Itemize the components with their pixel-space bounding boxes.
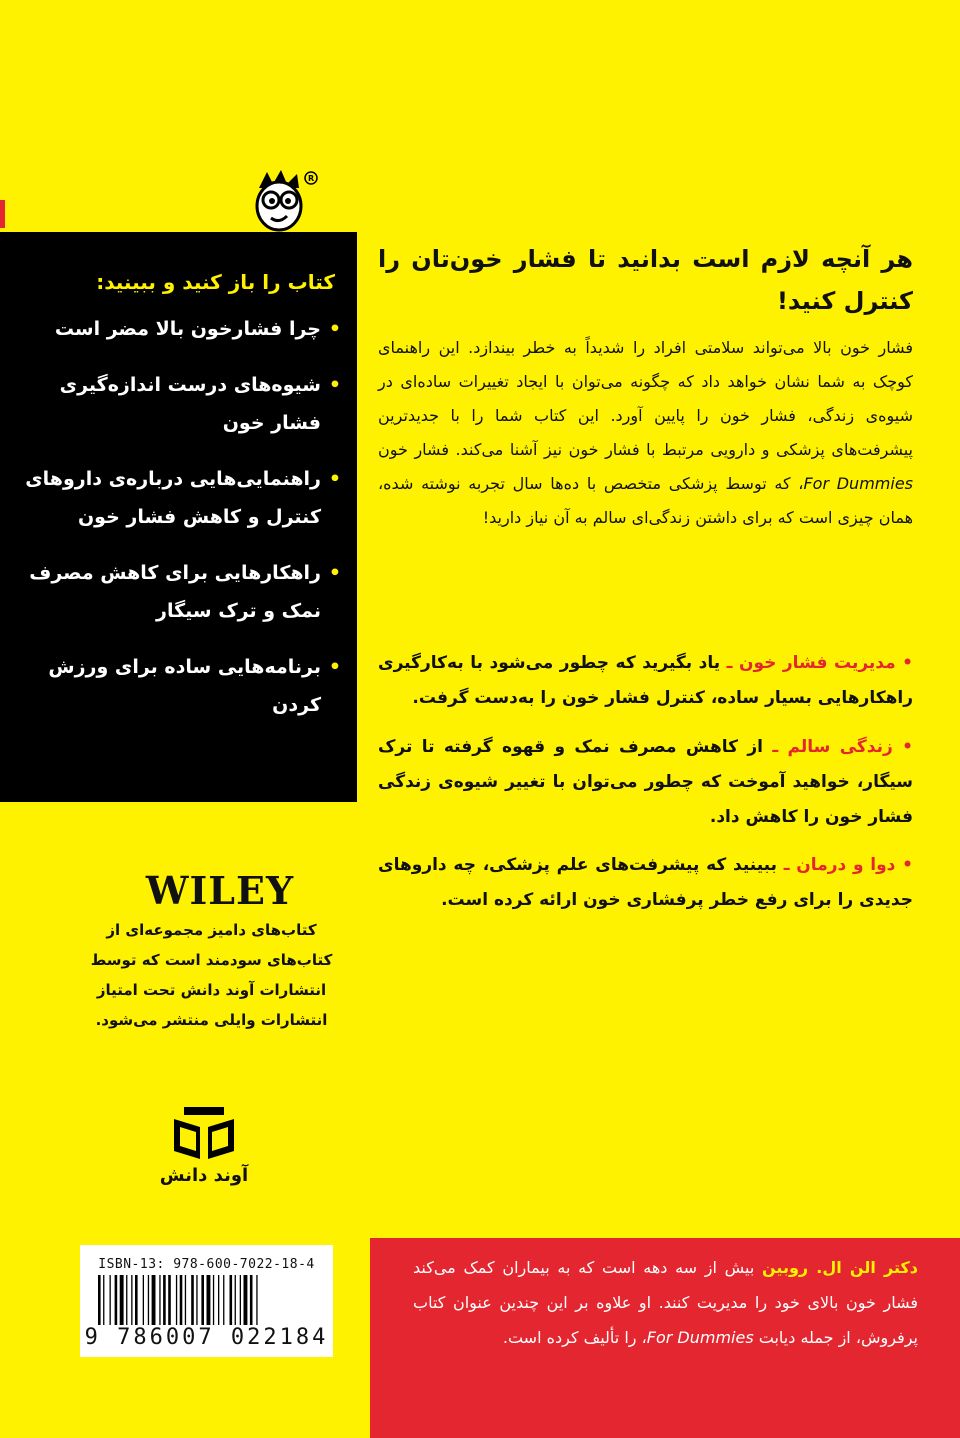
barcode-bar [148,1275,149,1325]
barcode-bar [159,1275,160,1325]
barcode-bar [230,1275,233,1325]
list-item: • راهنمایی‌هایی درباره‌ی داروهای کنترل و کاهش فشار خون [21,460,341,536]
barcode-bar [244,1275,248,1325]
contents-heading: کتاب را باز کنید و ببینید: [96,270,335,294]
barcode-bar [168,1275,171,1325]
bullet-icon: • [328,374,341,396]
barcode-bar [196,1275,197,1325]
barcode-bar [240,1275,241,1325]
section-title: • مدیریت فشار خون ـ [726,653,913,673]
barcode-bar [152,1275,156,1325]
author-bio: دکتر الن ال. روبین بیش از سه دهه است که به بیماران کمک می‌کند فشار خون بالای خود را مدیریت کنند. او علاوه بر این چندین عنوان کتاب پرفروش، از جمله دیابت For Dummies، را تألیف کرده است. [413,1258,919,1347]
section-blood-pressure-management [378,646,913,716]
barcode-bars [98,1275,318,1325]
barcode-bar [103,1275,104,1325]
section-title: • زندگی سالم ـ [772,737,913,757]
barcode-bar [126,1275,127,1325]
section-text: ببینید که پیشرفت‌های علم پزشکی، چه داروهای جدیدی را برای رفع خطر پرفشاری خون ارائه کرده است. [378,855,913,910]
barcode-bar [191,1275,194,1325]
list-item: • برنامه‌هایی ساده برای ورزش کردن [21,648,341,724]
publisher-logo-icon [170,1105,238,1161]
section-text: از کاهش مصرف نمک و قهوه گرفته تا ترک سیگار، خواهید آموخت که چطور می‌توان با تغییر شیوه‌ی زندگی فشار خون را کاهش داد. [378,737,913,827]
author-name: دکتر الن ال. روبین [762,1258,919,1277]
list-item: • شیوه‌های درست اندازه‌گیری فشار خون [21,366,341,442]
barcode-bar [180,1275,183,1325]
publisher-name: آوند دانش [159,1165,249,1186]
brand-text: For Dummies [803,474,913,493]
barcode-bar [98,1275,101,1325]
isbn-text: ISBN-13: 978-600-7022-18-4 [98,1257,315,1272]
barcode-bar [250,1275,253,1325]
bullet-icon: • [328,656,341,678]
series-description: کتاب‌های دامیز مجموعه‌ای از کتاب‌های سودمند است که توسط انتشارات آوند دانش تحت امتیاز انتشارات وایلی منتشر می‌شود. [90,921,333,1029]
barcode-bar [256,1275,257,1325]
section-medication [378,848,913,918]
barcode-digits: 9 786007 022184 [84,1325,329,1350]
barcode-bar [207,1275,211,1325]
section-title: • دوا و درمان ـ [783,855,914,875]
headline: هر آنچه لازم است بدانید تا فشار خون‌تان را کنترل کنید! [378,245,913,315]
red-edge-mark [0,200,5,228]
svg-text:R: R [308,174,315,183]
barcode-bar [223,1275,224,1325]
barcode-bar [185,1275,186,1325]
barcode-bar [176,1275,177,1325]
barcode-bar [120,1275,124,1325]
brand-text: For Dummies [646,1328,754,1347]
barcode-bar [131,1275,132,1325]
barcode-bar [163,1275,166,1325]
barcode-bar [235,1275,236,1325]
list-item: • راهکارهایی برای کاهش مصرف نمک و ترک سیگار [21,554,341,630]
barcode-bar [143,1275,144,1325]
barcode-bar [218,1275,219,1325]
section-healthy-life [378,730,913,835]
wiley-logo: WILEY [145,868,295,913]
barcode-bar [201,1275,204,1325]
bullet-icon: • [328,318,341,340]
barcode-bar [115,1275,118,1325]
dummies-mascot-icon [245,168,325,240]
list-item: • چرا فشارخون بالا مضر است [21,310,341,348]
intro-paragraph: فشار خون بالا می‌تواند سلامتی افراد را شدیداً به خطر بیندازد. این راهنمای کوچک به شما نشان خواهد داد که چگونه می‌توان با ایجاد تغییرات ساده‌ای در شیوه‌ی زندگی، فشار خون را پایین آورد. این کتاب شما را با جدیدترین پیشرفت‌های پزشکی و دارویی مرتبط با فشار خون نیز آشنا می‌کند. فشار خون For Dummies، که توسط پزشکی متخصص با ده‌ها سال تجربه نوشته شده، همان چیزی است که برای داشتن زندگی‌ای سالم به آن نیاز دارید! [378,338,913,527]
author-box [370,1238,960,1438]
section-text: یاد بگیرید که چطور می‌شود با به‌کارگیری راهکارهایی بسیار ساده، کنترل فشار خون را به‌دست گرفت. [378,653,913,708]
contents-box [0,232,357,802]
barcode [80,1245,333,1357]
barcode-bar [110,1275,111,1325]
barcode-bar [135,1275,138,1325]
contents-list [21,310,341,742]
bullet-icon: • [328,468,341,490]
barcode-bar [213,1275,214,1325]
bullet-icon: • [328,562,341,584]
